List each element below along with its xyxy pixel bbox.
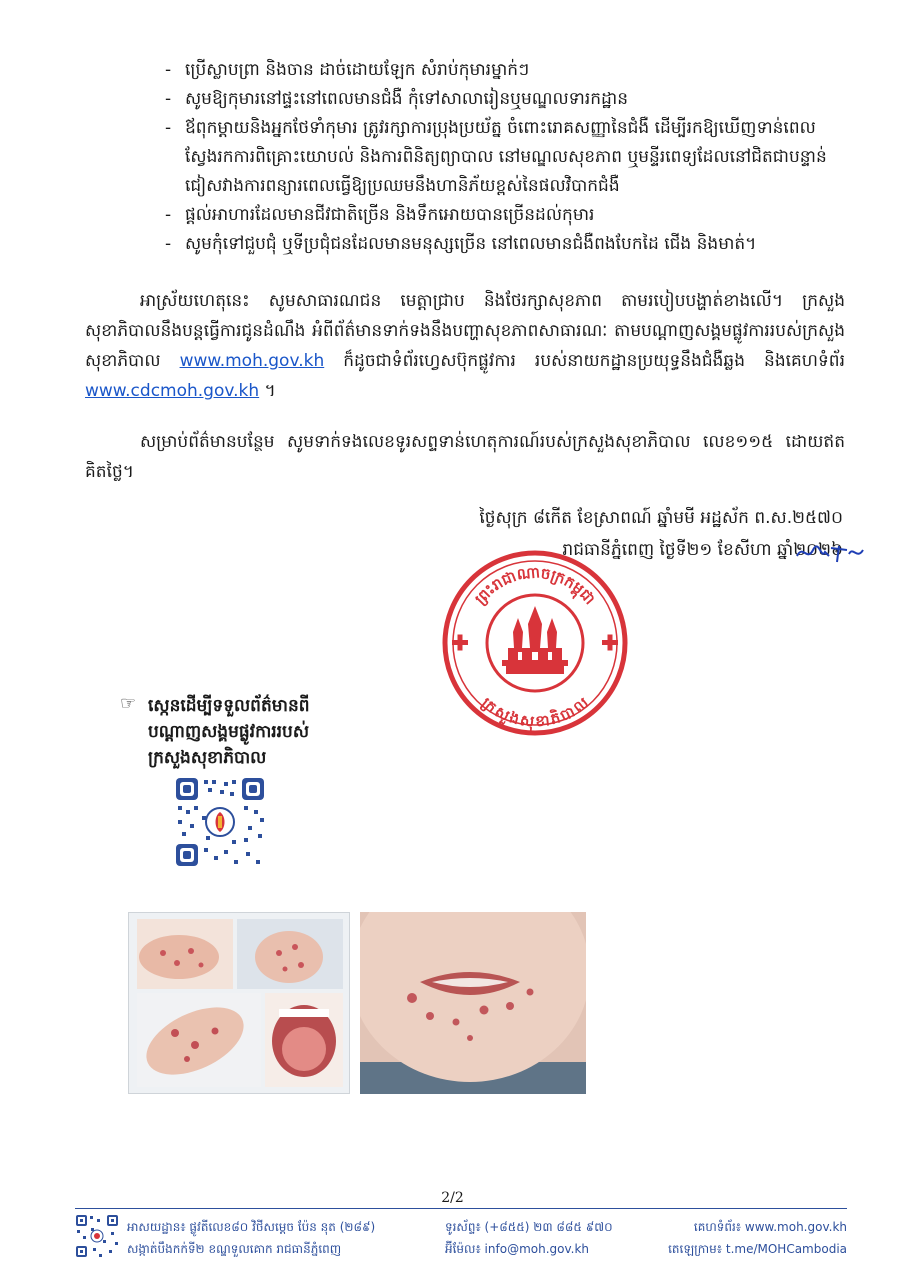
recommendation-list [165,56,845,259]
footer-qr-code[interactable] [75,1214,119,1258]
phone-number: ទូរស័ព្ទ៖ (+៨៥៥) ២៣ ៨៨៥ ៩៧០ [445,1220,613,1234]
notice-paragraph [85,286,845,406]
pointing-hand-icon: ☞ [120,693,137,714]
official-seal [440,548,630,738]
telegram-link[interactable]: តេឡេក្រាម៖ t.me/MOHCambodia [668,1242,847,1256]
address-line: សង្កាត់បឹងកក់ទី២ ខណ្ឌទួលគោក រាជធានីភ្នំពេញ [127,1242,342,1256]
list-item: - ប្រើស្លាបព្រា និងចាន ដាច់ដោយឡែក សំរាប់កុមារម្នាក់ៗ [165,56,845,85]
footer [75,1214,847,1264]
seal-top-text: ព្រះរាជាណាចក្រកម្ពុជា [471,563,599,609]
paragraph-text: ក៏ដូចជាទំព័រហ្វេសប៊ុកផ្លូវការ របស់នាយកដ្ឋានប្រយុទ្ធនឹងជំងឺឆ្លង និងគេហទំព័រ [324,351,845,371]
qr-caption [148,693,378,771]
page-number: 2/2 [441,1190,464,1206]
svg-text:ព្រះរាជាណាចក្រកម្ពុជា [471,563,599,608]
lunar-date: ថ្ងៃសុក្រ ៨កើត ខែស្រាពណ៍ ឆ្នាំមមី អដ្ឋស័ក ព.ស.២៥៧០ [479,508,843,528]
signature [795,540,865,564]
footer-address [127,1216,375,1260]
email-link[interactable]: អ៊ីម៉ែល៖ info@moh.gov.kh [445,1242,590,1256]
svg-text:ក្រសួងសុខាភិបាល [478,694,592,733]
qr-caption-line: ក្រសួងសុខាភិបាល [148,748,267,768]
symptom-photo-mouth [360,912,586,1094]
seal-bottom-text: ក្រសួងសុខាភិបាល [478,693,592,731]
footer-divider [75,1208,847,1209]
hotline-paragraph: សម្រាប់ព័ត៌មានបន្ថែម សូមទាក់ទងលេខទូរសព្ទទាន់ហេតុការណ៍របស់ក្រសួងសុខាភិបាល លេខ១១៥ ដោយឥតគិតថ្លៃ។ [85,432,845,482]
footer-contacts [445,1216,613,1260]
moh-website-link[interactable]: www.moh.gov.kh [179,351,325,371]
social-media-qr-code[interactable] [174,776,266,868]
symptom-photo-hands-feet [128,912,350,1094]
website-link[interactable]: គេហទំព័រ៖ www.moh.gov.kh [693,1220,847,1234]
footer-online [668,1216,847,1260]
list-item: - សូមកុំទៅជួបជុំ ឬទីប្រជុំជនដែលមានមនុស្សច្រើន នៅពេលមានជំងឺពងបែកដៃ ជើង និងមាត់។ [165,230,845,259]
paragraph-text: អាស្រ័យហេតុនេះ សូមសាធារណជន មេត្តាជ្រាប និងថែរក្សាសុខភាព តាមរបៀបបង្ហាត់ខាងលើ។ ក្រសួងសុខាភិបាលនឹងបន្តធ្វើការជូនដំណឹង អំពីព័ត៌មានទាក់ទងនឹងបញ្ហាសុខភាពសាធារណៈ តាមបណ្ដាញសង្គមផ្លូវការរបស់ក្រសួងសុខាភិបាល [85,291,845,371]
list-item: - ឪពុកម្ដាយនិងអ្នកថែទាំកុមារ ត្រូវរក្សាការប្រុងប្រយ័ត្ន ចំពោះរោគសញ្ញានៃជំងឺ ដើម្បីរកឱ្យឃើញទាន់ពេល ស្វែងរកការពិគ្រោះយោបល់ និងការពិនិត្យព្យាបាល នៅមណ្ឌលសុខភាព ឬមន្ទីរពេទ្យដែលនៅជិតជាបន្ទាន់ ជៀសវាងការពន្យារពេលធ្វើឱ្យប្រឈមនឹងហានិភ័យខ្ពស់នៃផលវិបាកជំងឺ [165,114,845,201]
list-item: - សូមឱ្យកុមារនៅផ្ទះនៅពេលមានជំងឺ កុំទៅសាលារៀនឬមណ្ឌលទារកដ្ឋាន [165,85,845,114]
qr-caption-line: ស្កេនដើម្បីទទួលព័ត៌មានពី [148,696,310,716]
cdc-website-link[interactable]: www.cdcmoh.gov.kh [85,381,260,401]
temple-emblem [502,606,568,674]
address-line: អាសយដ្ឋាន៖ ផ្លូវតីលេខ៨០ វិថីសម្ដេច ប៉ែន នុត (២៨៩) [127,1220,376,1234]
solar-date: រាជធានីភ្នំពេញ ថ្ងៃទី២១ ខែសីហា ឆ្នាំ២០២៦ [562,540,843,560]
paragraph-text: ។ [259,381,276,401]
qr-caption-line: បណ្ដាញសង្គមផ្លូវការរបស់ [148,722,310,742]
list-item: - ផ្ដល់អាហារដែលមានជីវជាតិច្រើន និងទឹកអោយបានច្រើនដល់កុមារ [165,201,845,230]
